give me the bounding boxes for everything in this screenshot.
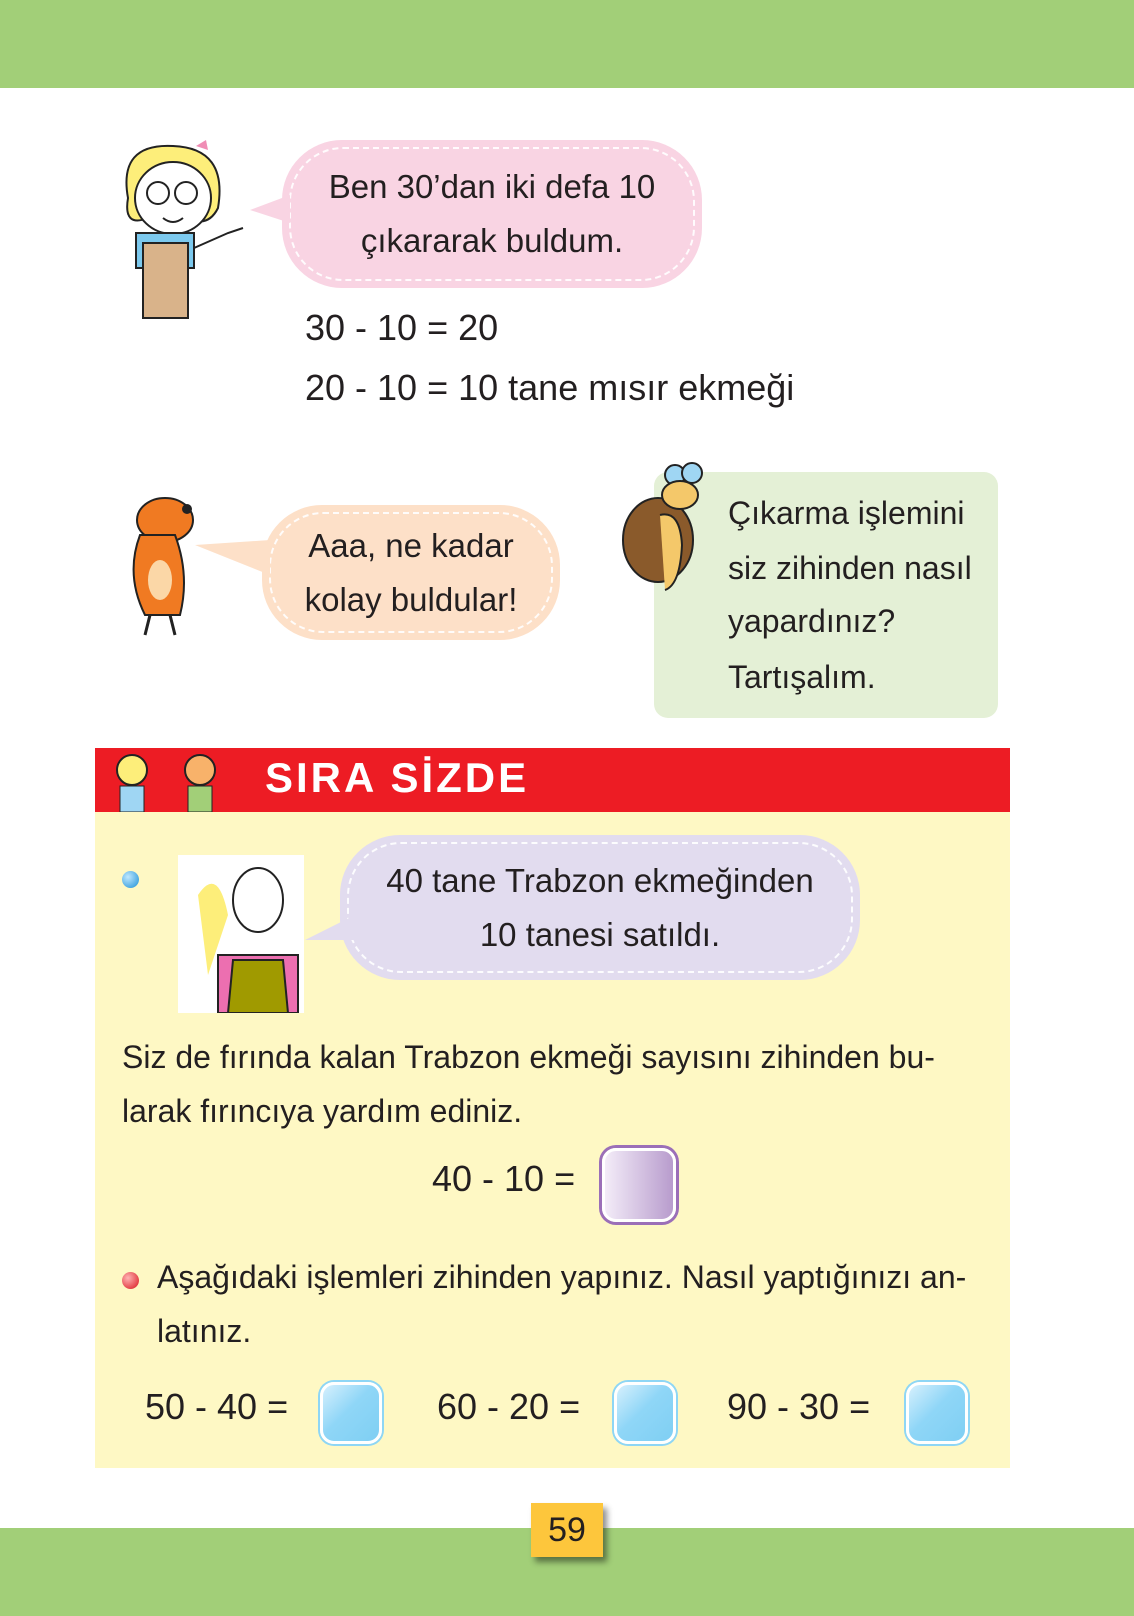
discussion-line: Tartışalım. <box>728 659 876 695</box>
red-bullet-icon <box>122 1272 139 1289</box>
kids-icon <box>110 748 230 812</box>
discussion-line: siz zihinden nasıl <box>728 550 972 586</box>
section-banner <box>95 748 1010 812</box>
blue-bullet-icon <box>122 871 139 888</box>
instruction-line: Siz de fırında kalan Trabzon ekmeği sayısını zihinden bu- <box>122 1039 935 1075</box>
bubble-line: kolay buldular! <box>304 580 518 618</box>
task-line: Aşağıdaki işlemleri zihinden yapınız. Nasıl yaptığınızı an- <box>157 1259 967 1295</box>
girl-illustration <box>108 138 253 323</box>
answer-box[interactable] <box>614 1382 676 1444</box>
exercise-equation: 50 - 40 = <box>145 1386 289 1427</box>
task-line: latınız. <box>157 1313 252 1349</box>
exercise-equation: 60 - 20 = <box>437 1386 581 1427</box>
bubble-tail <box>250 195 290 225</box>
bubble-line: Aaa, ne kadar <box>308 526 514 564</box>
turtle-illustration <box>620 455 715 605</box>
equation-line: 30 - 10 = 20 <box>305 307 499 348</box>
bubble-line: Ben 30’dan iki defa 10 <box>328 168 656 205</box>
bubble-line: çıkararak buldum. <box>360 222 624 259</box>
discussion-line: yapardınız? <box>728 603 896 639</box>
answer-box[interactable] <box>320 1382 382 1444</box>
bubble-tail <box>305 915 355 945</box>
answer-box[interactable] <box>906 1382 968 1444</box>
discussion-line: Çıkarma işlemini <box>728 495 965 531</box>
instruction-line: larak fırıncıya yardım ediniz. <box>122 1093 523 1129</box>
bubble-line: 10 tanesi satıldı. <box>479 915 721 953</box>
exercise-equation: 90 - 30 = <box>727 1386 871 1427</box>
dog-illustration <box>105 495 200 640</box>
bubble-line: 40 tane Trabzon ekmeğinden <box>386 861 814 899</box>
dog-speech-bubble <box>262 505 560 640</box>
answer-box[interactable] <box>602 1148 676 1222</box>
page-number: 59 <box>531 1503 603 1557</box>
section-title: SIRA SİZDE <box>265 754 530 801</box>
baker-illustration <box>178 855 304 1013</box>
girl-speech-bubble <box>282 140 702 288</box>
bubble-tail <box>195 540 270 580</box>
top-green-band <box>0 0 1134 88</box>
main-equation: 40 - 10 = <box>432 1158 576 1199</box>
equation-line: 20 - 10 = 10 tane mısır ekmeği <box>305 367 795 408</box>
baker-speech-bubble <box>340 835 860 980</box>
